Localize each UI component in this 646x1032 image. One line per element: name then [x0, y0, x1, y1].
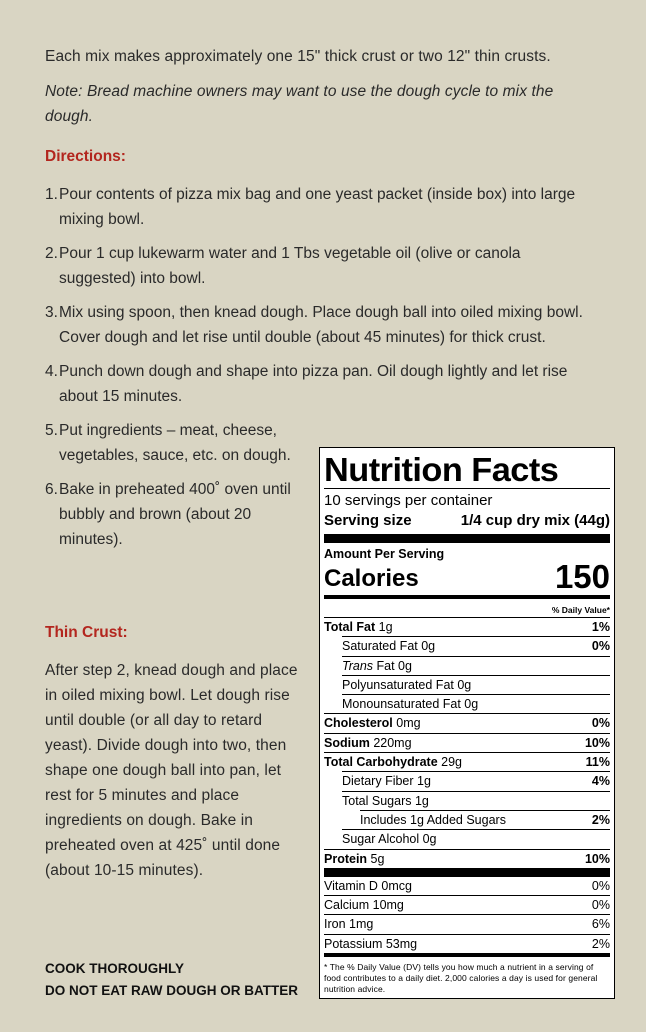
directions-heading: Directions: — [45, 148, 126, 165]
vitamin-row: Potassium 53mg 2% — [324, 934, 610, 953]
cooking-warning — [45, 958, 298, 1002]
step-item: 6. Bake in preheated 400˚ oven until bubbly and brown (about 20 minutes). — [45, 481, 291, 548]
nutrient-row-carbohydrate: Total Carbohydrate 29g 11% — [324, 752, 610, 771]
step-item: 3. Mix using spoon, then knead dough. Place dough ball into oiled mixing bowl. Cover dough and let rise until double (about 45 minutes) for thick crust. — [45, 304, 583, 346]
step-item: 4. Punch down dough and shape into pizza pan. Oil dough lightly and let rise about 15 minutes. — [45, 363, 568, 405]
warning-line: COOK THOROUGHLY — [45, 961, 185, 976]
nutrient-row-protein: Protein 5g 10% — [324, 849, 610, 868]
vitamin-row: Calcium 10mg 0% — [324, 895, 610, 914]
nutrient-row-saturated-fat: Saturated Fat 0g 0% — [324, 636, 610, 655]
thin-crust-text: After step 2, knead dough and place in oiled mixing bowl. Let dough rise until double (or all day to retard yeast). Divide dough into two, then shape one dough ball into pan, let rest for 5 minutes and place ingredients on dough. Bake in preheated oven at 425˚ until done (about 10-15 minutes). — [45, 662, 298, 879]
calories-value: 150 — [554, 558, 610, 595]
amount-per-serving: Amount Per Serving — [324, 547, 445, 561]
nutrient-row-fiber: Dietary Fiber 1g 4% — [324, 771, 610, 790]
nutrient-row-poly-fat: Polyunsaturated Fat 0g — [324, 675, 610, 694]
bread-machine-note: Note: Bread machine owners may want to use the dough cycle to mix the dough. — [45, 83, 554, 125]
serving-size: Serving size 1/4 cup dry mix (44g) — [324, 512, 610, 529]
vitamins-minerals — [324, 877, 610, 953]
nutrient-row-trans-fat: Trans Fat 0g — [324, 656, 610, 675]
nutrition-title: Nutrition Facts — [324, 451, 559, 488]
warning-line: DO NOT EAT RAW DOUGH OR BATTER — [45, 983, 298, 998]
daily-value-footnote: * The % Daily Value (DV) tells you how much a nutrient in a serving of food contributes to a daily diet. 2,000 calories a day is used for general nutrition advice. — [324, 962, 598, 995]
step-item: 1. Pour contents of pizza mix bag and one yeast packet (inside box) into large mixing bowl. — [45, 186, 576, 228]
calories-row: Calories 150 — [324, 558, 610, 595]
nutrient-row-sugars: Total Sugars 1g — [324, 791, 610, 810]
vitamin-row: Iron 1mg 6% — [324, 914, 610, 933]
step-item: 2. Pour 1 cup lukewarm water and 1 Tbs vegetable oil (olive or canola suggested) into bowl. — [45, 245, 521, 287]
thin-crust-heading: Thin Crust: — [45, 624, 128, 641]
nutrient-row-total-fat: Total Fat 1g 1% — [324, 617, 610, 636]
daily-value-header: % Daily Value* — [551, 605, 610, 615]
nutrient-row-sugar-alcohol: Sugar Alcohol 0g — [324, 829, 610, 848]
servings-per-container: 10 servings per container — [324, 492, 493, 509]
intro-text: Each mix makes approximately one 15" thick crust or two 12" thin crusts. — [45, 48, 551, 65]
step-item: 5. Put ingredients – meat, cheese, vegetables, sauce, etc. on dough. — [45, 422, 291, 464]
nutrient-row-added-sugars: Includes 1g Added Sugars 2% — [324, 810, 610, 829]
nutrient-row-mono-fat: Monounsaturated Fat 0g — [324, 694, 610, 713]
vitamin-row: Vitamin D 0mcg 0% — [324, 878, 610, 893]
nutrition-facts-panel — [319, 447, 615, 999]
nutrient-row-sodium: Sodium 220mg 10% — [324, 733, 610, 752]
nutrient-row-cholesterol: Cholesterol 0mg 0% — [324, 713, 610, 732]
